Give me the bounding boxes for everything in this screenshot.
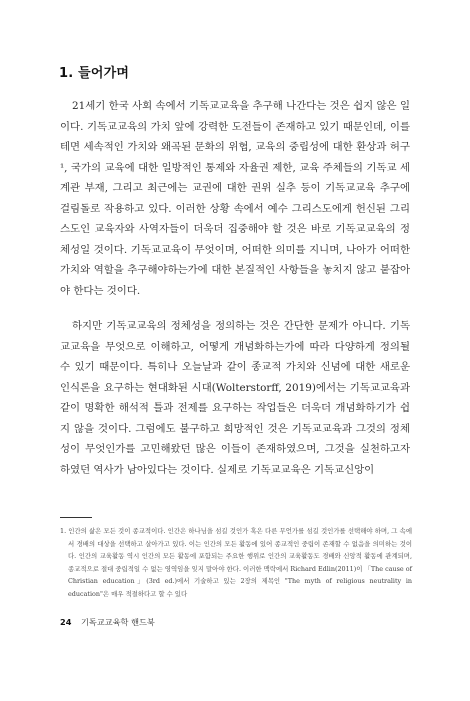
section-heading: 1. 들어가며 <box>59 66 130 81</box>
paragraph-text: 하지만 기독교교육의 정체성을 정의하는 것은 간단한 문제가 아니다. 기독교교육을 무엇으로 이해하고, 어떻게 개념화하는가에 따라 다양하게 정의될 수 있기 때문이다. 특히나 오늘날과 같이 종교적 가치와 신념에 대한 새로운 인식론을 요구하는 현대화된 시대(Wolterstorff, 2019)에서는 기독교교육과 같이 명확한 해석적 틀과 전제를 요구하는 작업들은 더욱더 개념화하기가 쉽지 않을 것이다. 그럼에도 불구하고 희망적인 것은 기독교교육과 그것의 정체성이 무엇인가를 고민해왔던 많은 이들이 존재하였으며, 그것을 실천하고자 하였던 역사가 남아있다는 것이다. 실제로 기독교교육은 기독교신앙이 <box>60 320 410 476</box>
running-title: 기독교교육학 핸드북 <box>81 617 155 627</box>
footnote-divider <box>60 517 92 518</box>
footnote-text: 1. 인간의 삶은 모든 것이 종교적이다. 인간은 하나님을 섬길 것인가 혹은 다른 무언가를 섬길 것인가를 선택해야 하며, 그 속에서 경배의 대상을 선택하고 살아가고 있다. 이는 인간의 모든 활동에 있어 종교적인 중립이 존재할 수 없음을 의미하는 것이다. 인간의 교육활동 역시 인간의 모든 활동에 포함되는 주요한 행위로 인간의 교육활동도 경배와 신앙적 활동에 관계되며, 종교적으로 절대 중립적일 수 없는 영역임을 잊지 말아야 한다. 이러한 맥락에서 Richard Edlin(2011)이 「The cause of Christian education」(3rd ed.)에서 기술하고 있는 2장의 제목인 "The myth of religious neutrality in education"은 매우 적절하다고 할 수 있다 <box>60 527 412 598</box>
paragraph-text: 21세기 한국 사회 속에서 기독교교육을 추구해 나간다는 것은 쉽지 않은 일이다. 기독교교육의 가치 앞에 강력한 도전들이 존재하고 있기 때문인데, 이를 테면 세속적인 가치와 왜곡된 문화의 위협, 교육의 중립성에 대한 환상과 허구¹, 국가의 교육에 대한 일방적인 통제와 자율권 제한, 교육 주체들의 기독교 세계관 부재, 그리고 최근에는 교권에 대한 권위 실추 등이 기독교교육 추구에 걸림돌로 작용하고 있다. 이러한 상황 속에서 예수 그리스도에게 헌신된 그리스도인 교육자와 사역자들이 더욱더 집중해야 할 것은 바로 기독교교육의 정체성일 것이다. 기독교교육이 무엇이며, 어떠한 의미를 지니며, 나아가 어떠한 가치와 역할을 추구해야하는가에 대한 본질적인 사항들을 놓치지 않고 붙잡아야 한다는 것이다. <box>60 100 410 297</box>
page-footer <box>60 617 155 628</box>
body-paragraph-2 <box>60 316 410 480</box>
body-paragraph-1 <box>60 96 410 301</box>
page-number: 24 <box>60 617 72 627</box>
footnote <box>60 525 412 601</box>
